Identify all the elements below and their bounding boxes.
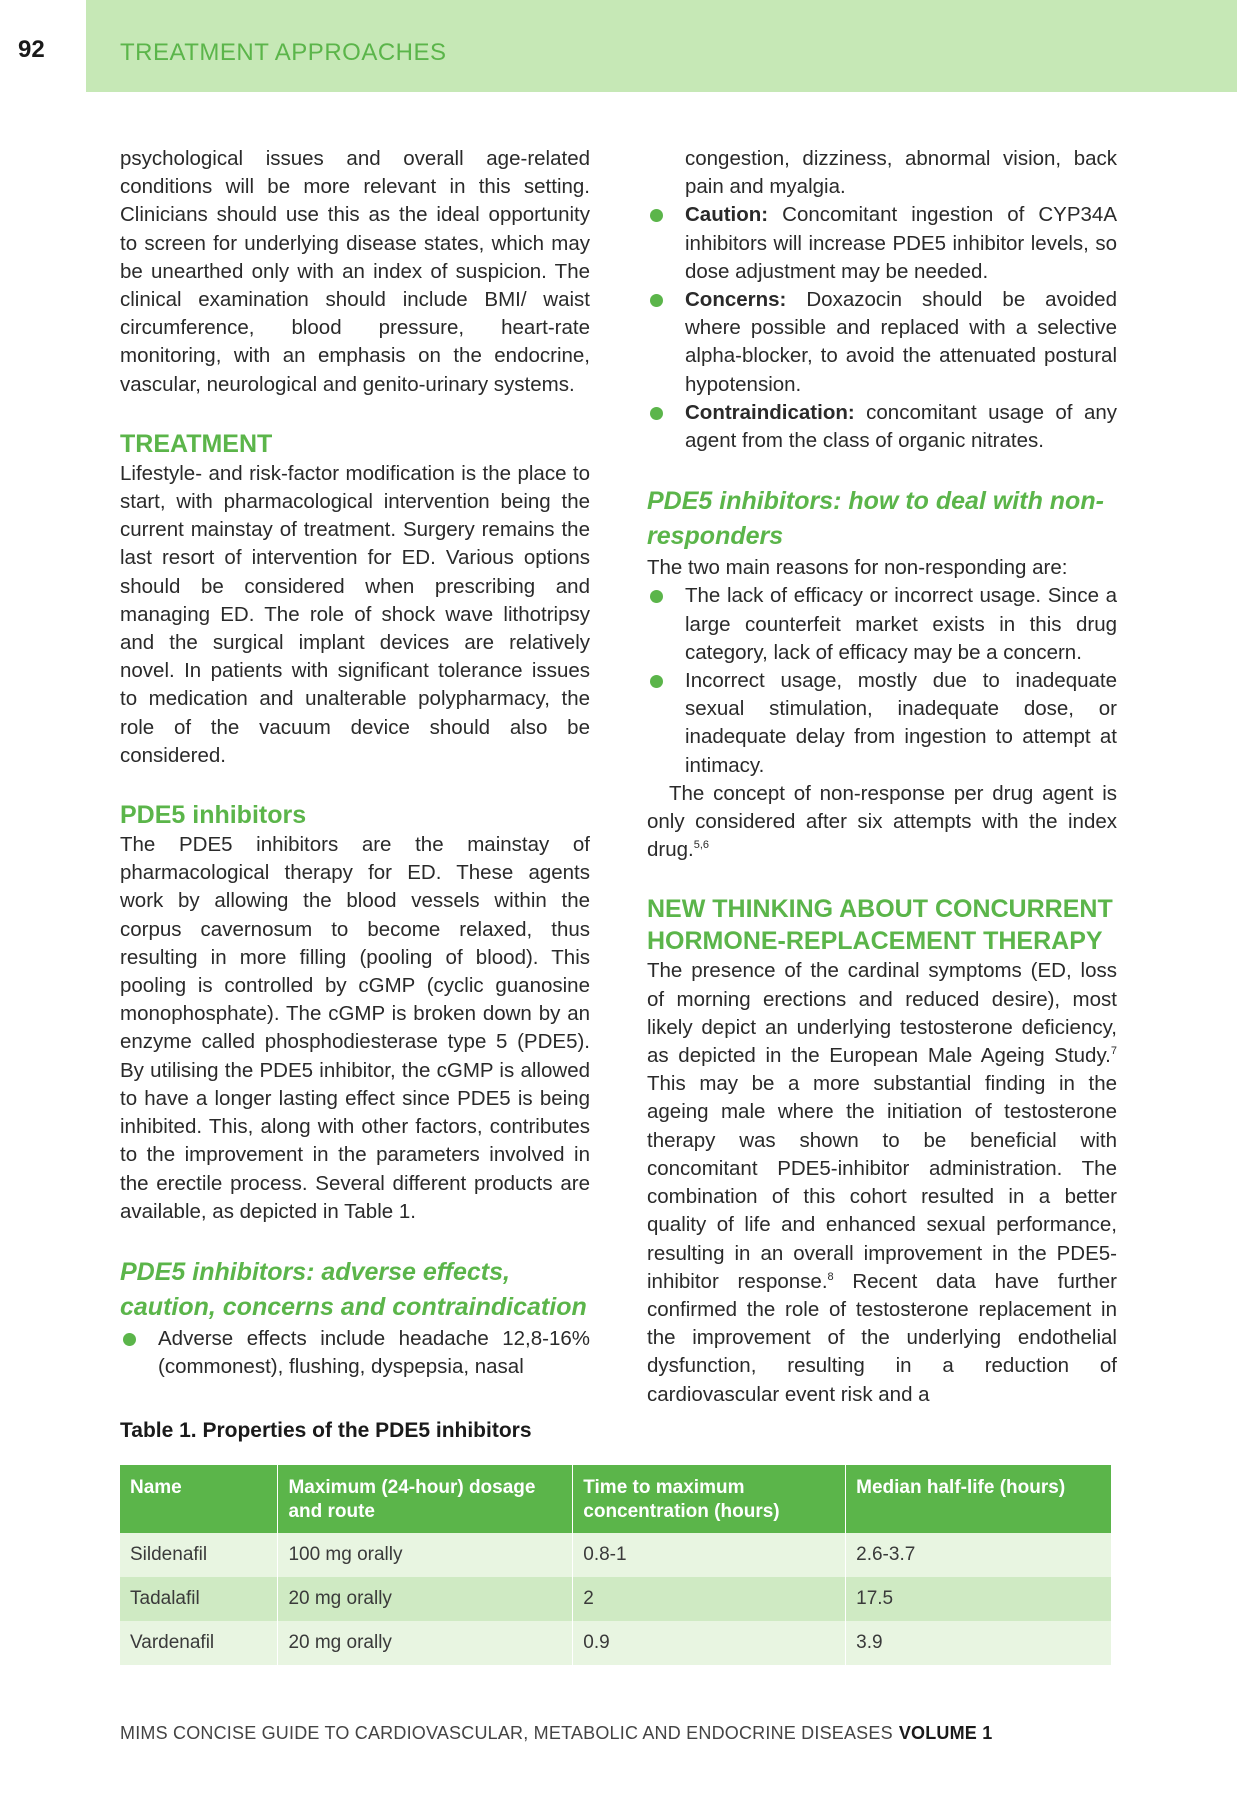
bullet-icon bbox=[123, 1333, 136, 1346]
table-cell: 2 bbox=[573, 1577, 846, 1621]
bullet-text: The lack of efficacy or incorrect usage. Since a large counterfeit market exists in this drug category, lack of efficacy may be a concern. bbox=[685, 584, 1117, 664]
table-row bbox=[120, 1533, 1112, 1577]
list-item bbox=[647, 286, 1117, 399]
pde5-paragraph: The PDE5 inhibitors are the mainstay of pharmacological therapy for ED. These agents work by allowing the blood vessels within the corpus cavernosum to become relaxed, thus resulting in more filling (pooling of blood). This pooling is controlled by cGMP (cyclic guanosine monophosphate). The cGMP is broken down by an enzyme called phosphodiesterase type 5 (PDE5). By utilising the PDE5 inhibitor, the cGMP is allowed to have a longer lasting effect since PDE5 is being inhibited. This, along with other factors, contributes to the improvement in the parameters involved in the erectile process. Several different products are available, as depicted in Table 1. bbox=[120, 833, 590, 1223]
footer-volume: VOLUME 1 bbox=[898, 1723, 993, 1743]
list-item bbox=[647, 399, 1117, 455]
footer-text: MIMS CONCISE GUIDE TO CARDIOVASCULAR, METABOLIC AND ENDOCRINE DISEASES bbox=[120, 1723, 893, 1743]
bullet-icon bbox=[650, 209, 663, 222]
bullet-text: concomitant usage of any agent from the class of organic nitrates. bbox=[685, 400, 1117, 453]
table-cell: 0.9 bbox=[573, 1621, 846, 1665]
reference-superscript: 5,6 bbox=[693, 839, 710, 852]
non-responders-list bbox=[647, 582, 1117, 779]
hrt-text: Recent data have further confirmed the role of testosterone replacement in the improvement of the underlying endothelial dysfunction, resulting in a reduction of cardiovascular event risk and a bbox=[647, 1269, 1118, 1406]
hrt-text: The presence of the cardinal symptoms (ED, loss of morning erections and reduced desire), most likely depict an underlying testosterone deficiency, as depicted in the European Male Ageing Study. bbox=[647, 959, 1117, 1068]
reference-superscript: 7 bbox=[1110, 1045, 1117, 1058]
hrt-heading: NEW THINKING ABOUT CONCURRENT HORMONE-REPLACEMENT THERAPY bbox=[647, 895, 1113, 956]
bullet-icon bbox=[650, 407, 663, 420]
bullet-text: Concomitant ingestion of CYP34A inhibitors will increase PDE5 inhibitor levels, so dose adjustment may be needed. bbox=[685, 203, 1118, 283]
bullet-label: Contraindication: bbox=[685, 400, 855, 424]
bullet-icon bbox=[650, 590, 663, 603]
adverse-effects-list bbox=[120, 1325, 590, 1381]
left-column bbox=[120, 145, 590, 1381]
section-title: TREATMENT APPROACHES bbox=[120, 39, 447, 66]
non-response-text: The concept of non-response per drug agent is only considered after six attempts with the index drug. bbox=[647, 781, 1117, 862]
non-responders-intro: The two main reasons for non-responding are: bbox=[647, 556, 1068, 580]
page-number: 92 bbox=[18, 36, 45, 63]
table-cell: Sildenafil bbox=[120, 1533, 278, 1577]
properties-table bbox=[120, 1465, 1112, 1665]
intro-paragraph: psychological issues and overall age-related conditions will be more relevant in this setting. Clinicians should use this as the ideal opportunity to screen for underlying disease states, which may be unearthed only with an index of suspicion. The clinical examination should include BMI/ waist circumference, blood pressure, heart-rate monitoring, with an emphasis on the endocrine, vascular, neurological and genito-urinary systems. bbox=[120, 147, 590, 396]
right-column bbox=[647, 145, 1117, 1409]
table-cell: Vardenafil bbox=[120, 1621, 278, 1665]
list-item bbox=[647, 582, 1117, 667]
table-cell: 2.6-3.7 bbox=[846, 1533, 1112, 1577]
treatment-paragraph: Lifestyle- and risk-factor modification is the place to start, with pharmacological intervention being the current mainstay of treatment. Surgery remains the last resort of intervention for ED. Various options should be considered when prescribing and managing ED. The role of shock wave lithotripsy and the surgical implant devices are relatively novel. In patients with significant tolerance issues to medication and unalterable polypharmacy, the role of the vacuum device should also be considered. bbox=[120, 461, 590, 767]
non-responders-paragraph bbox=[647, 780, 1117, 865]
adverse-bullet-continued: congestion, dizziness, abnormal vision, back pain and myalgia. bbox=[685, 147, 1117, 199]
treatment-heading: TREATMENT bbox=[120, 429, 273, 458]
caution-list bbox=[647, 145, 1117, 455]
table-cell: 3.9 bbox=[846, 1621, 1112, 1665]
pde5-heading: PDE5 inhibitors bbox=[120, 801, 307, 830]
bullet-icon bbox=[650, 294, 663, 307]
column-header: Maximum (24-hour) dosage and route bbox=[278, 1465, 573, 1533]
non-responders-heading: PDE5 inhibitors: how to deal with non-responders bbox=[647, 487, 1104, 551]
bullet-text: Incorrect usage, mostly due to inadequate sexual stimulation, inadequate dose, or inadequate delay from ingestion to attempt at intimacy. bbox=[685, 669, 1117, 777]
list-item-continued bbox=[647, 145, 1117, 201]
bullet-icon bbox=[650, 675, 663, 688]
column-header: Time to maximum concentration (hours) bbox=[573, 1465, 846, 1533]
bullet-label: Concerns: bbox=[685, 288, 787, 312]
hrt-paragraph bbox=[647, 957, 1117, 1408]
column-header: Name bbox=[120, 1465, 278, 1533]
table-cell: 100 mg orally bbox=[278, 1533, 573, 1577]
table-cell: 17.5 bbox=[846, 1577, 1112, 1621]
reference-superscript: 8 bbox=[827, 1270, 834, 1283]
table-cell: 0.8-1 bbox=[573, 1533, 846, 1577]
table-cell: 20 mg orally bbox=[278, 1577, 573, 1621]
table-cell: 20 mg orally bbox=[278, 1621, 573, 1665]
list-item bbox=[647, 667, 1117, 780]
adverse-effects-heading: PDE5 inhibitors: adverse effects, caution, concerns and contraindication bbox=[120, 1257, 587, 1321]
table-cell: Tadalafil bbox=[120, 1577, 278, 1621]
bullet-label: Caution: bbox=[685, 203, 769, 227]
bullet-text: Doxazocin should be avoided where possible and replaced with a selective alpha-blocker, to avoid the attenuated postural hypotension. bbox=[685, 288, 1117, 396]
hrt-text: This may be a more substantial finding in the ageing male where the initiation of testosterone therapy was shown to be beneficial with concomitant PDE5-inhibitor administration. The combination of this cohort resulted in a better quality of life and enhanced sexual performance, resulting in an overall improvement in the PDE5-inhibitor response. bbox=[647, 1072, 1117, 1293]
list-item bbox=[120, 1325, 590, 1381]
column-header: Median half-life (hours) bbox=[846, 1465, 1112, 1533]
page-footer bbox=[120, 1723, 992, 1744]
table-row bbox=[120, 1621, 1112, 1665]
list-item bbox=[647, 201, 1117, 286]
adverse-bullet-text: Adverse effects include headache 12,8-16% (commonest), flushing, dyspepsia, nasal bbox=[158, 1326, 590, 1379]
table-header-row bbox=[120, 1465, 1112, 1533]
table-row bbox=[120, 1577, 1112, 1621]
table-title: Table 1. Properties of the PDE5 inhibitors bbox=[120, 1419, 532, 1442]
